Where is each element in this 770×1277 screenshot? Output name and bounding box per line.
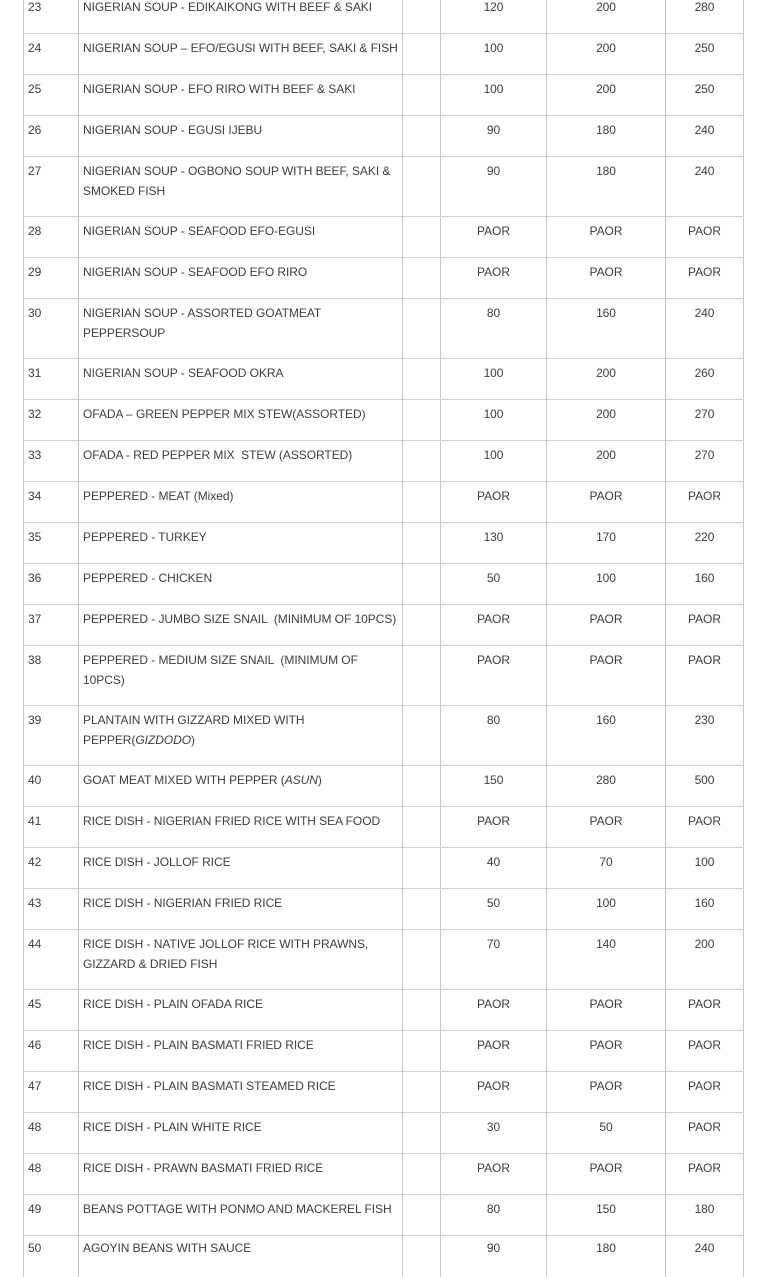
blank-cell xyxy=(403,1236,441,1277)
menu-price-table xyxy=(23,0,744,1277)
item-description xyxy=(79,1154,403,1194)
price-cell-3: 200 xyxy=(666,930,744,989)
price-cell-1: PAOR xyxy=(441,646,547,705)
price-cell-2: 200 xyxy=(547,359,666,399)
blank-cell xyxy=(403,1154,441,1194)
table-row xyxy=(24,482,744,523)
item-description xyxy=(79,258,403,298)
price-cell-3: 250 xyxy=(666,75,744,115)
blank-cell xyxy=(403,299,441,358)
item-description xyxy=(79,482,403,522)
price-cell-1: 40 xyxy=(441,848,547,888)
description-segment: RICE DISH - PLAIN WHITE RICE xyxy=(83,1120,262,1134)
row-number: 30 xyxy=(24,299,79,358)
blank-cell xyxy=(403,359,441,399)
price-cell-2: PAOR xyxy=(547,258,666,298)
price-cell-1: PAOR xyxy=(441,605,547,645)
row-number: 38 xyxy=(24,646,79,705)
table-row xyxy=(24,359,744,400)
description-segment: RICE DISH - NATIVE JOLLOF RICE WITH PRAWNS, xyxy=(83,937,369,951)
blank-cell xyxy=(403,258,441,298)
row-number: 34 xyxy=(24,482,79,522)
price-cell-1: PAOR xyxy=(441,217,547,257)
price-cell-2: 200 xyxy=(547,441,666,481)
table-row xyxy=(24,605,744,646)
row-number: 28 xyxy=(24,217,79,257)
blank-cell xyxy=(403,1072,441,1112)
description-segment: RICE DISH - JOLLOF RICE xyxy=(83,855,231,869)
description-segment: RICE DISH - NIGERIAN FRIED RICE xyxy=(83,896,283,910)
description-segment: GOAT MEAT MIXED WITH PEPPER ( xyxy=(83,773,285,787)
price-cell-3: PAOR xyxy=(666,1154,744,1194)
price-cell-3: 220 xyxy=(666,523,744,563)
description-segment: PEPPERED - CHICKEN xyxy=(83,571,213,585)
table-row xyxy=(24,34,744,75)
item-description xyxy=(79,1113,403,1153)
price-cell-2: PAOR xyxy=(547,1154,666,1194)
price-cell-3: PAOR xyxy=(666,1072,744,1112)
row-number: 26 xyxy=(24,116,79,156)
table-row xyxy=(24,564,744,605)
table-row xyxy=(24,1072,744,1113)
table-row xyxy=(24,523,744,564)
item-description xyxy=(79,889,403,929)
price-cell-2: 200 xyxy=(547,34,666,74)
price-cell-3: 240 xyxy=(666,116,744,156)
table-row xyxy=(24,400,744,441)
price-cell-2: 200 xyxy=(547,75,666,115)
blank-cell xyxy=(403,34,441,74)
table-row xyxy=(24,441,744,482)
price-cell-1: PAOR xyxy=(441,1072,547,1112)
row-number: 48 xyxy=(24,1154,79,1194)
price-cell-1: PAOR xyxy=(441,1031,547,1071)
row-number: 44 xyxy=(24,930,79,989)
item-description xyxy=(79,75,403,115)
price-cell-1: 90 xyxy=(441,116,547,156)
item-description xyxy=(79,116,403,156)
price-cell-1: 50 xyxy=(441,889,547,929)
blank-cell xyxy=(403,848,441,888)
table-row xyxy=(24,930,744,990)
price-cell-2: 100 xyxy=(547,564,666,604)
price-cell-2: 50 xyxy=(547,1113,666,1153)
price-cell-3: 160 xyxy=(666,889,744,929)
table-row xyxy=(24,889,744,930)
blank-cell xyxy=(403,0,441,33)
description-segment: PEPPERED - JUMBO SIZE SNAIL (MINIMUM OF 10PCS) xyxy=(83,612,397,626)
description-segment: PEPPERED - MEDIUM SIZE SNAIL (MINIMUM OF xyxy=(83,653,358,667)
blank-cell xyxy=(403,1195,441,1235)
price-cell-2: PAOR xyxy=(547,646,666,705)
description-segment: NIGERIAN SOUP - EGUSI IJEBU xyxy=(83,123,263,137)
price-cell-1: 100 xyxy=(441,34,547,74)
price-cell-3: PAOR xyxy=(666,482,744,522)
price-cell-2: PAOR xyxy=(547,605,666,645)
price-cell-2: PAOR xyxy=(547,807,666,847)
price-cell-3: 260 xyxy=(666,359,744,399)
description-segment: SMOKED FISH xyxy=(83,184,166,198)
description-segment: AGOYIN BEANS WITH SAUCE xyxy=(83,1241,252,1255)
price-cell-3: PAOR xyxy=(666,646,744,705)
price-cell-1: 150 xyxy=(441,766,547,806)
price-cell-1: 70 xyxy=(441,930,547,989)
price-cell-3: 240 xyxy=(666,299,744,358)
description-segment: RICE DISH - NIGERIAN FRIED RICE WITH SEA FOOD xyxy=(83,814,381,828)
price-cell-3: 230 xyxy=(666,706,744,765)
price-cell-3: 100 xyxy=(666,848,744,888)
row-number: 25 xyxy=(24,75,79,115)
row-number: 41 xyxy=(24,807,79,847)
item-description xyxy=(79,359,403,399)
price-cell-2: 160 xyxy=(547,706,666,765)
description-segment: BEANS POTTAGE WITH PONMO AND MACKEREL FISH xyxy=(83,1202,392,1216)
blank-cell xyxy=(403,1031,441,1071)
price-cell-3: PAOR xyxy=(666,217,744,257)
table-row xyxy=(24,1113,744,1154)
table-row xyxy=(24,990,744,1031)
price-cell-1: 100 xyxy=(441,400,547,440)
description-segment: ) xyxy=(317,773,322,787)
price-cell-1: PAOR xyxy=(441,482,547,522)
table-row xyxy=(24,646,744,706)
row-number: 48 xyxy=(24,1113,79,1153)
description-segment: NIGERIAN SOUP - EDIKAIKONG WITH BEEF & SAKI xyxy=(83,0,373,14)
item-description xyxy=(79,441,403,481)
price-cell-2: 140 xyxy=(547,930,666,989)
item-description xyxy=(79,990,403,1030)
item-description xyxy=(79,807,403,847)
description-segment: NIGERIAN SOUP - SEAFOOD EFO-EGUSI xyxy=(83,224,316,238)
price-cell-3: 500 xyxy=(666,766,744,806)
description-segment: RICE DISH - PLAIN BASMATI FRIED RICE xyxy=(83,1038,314,1052)
row-number: 46 xyxy=(24,1031,79,1071)
table-row xyxy=(24,1154,744,1195)
blank-cell xyxy=(403,217,441,257)
description-segment: RICE DISH - PLAIN BASMATI STEAMED RICE xyxy=(83,1079,336,1093)
blank-cell xyxy=(403,1113,441,1153)
price-cell-3: 240 xyxy=(666,157,744,216)
price-cell-1: PAOR xyxy=(441,258,547,298)
price-cell-2: 170 xyxy=(547,523,666,563)
price-cell-1: PAOR xyxy=(441,807,547,847)
description-segment: NIGERIAN SOUP - OGBONO SOUP WITH BEEF, SAKI & xyxy=(83,164,391,178)
blank-cell xyxy=(403,523,441,563)
item-description xyxy=(79,1031,403,1071)
price-cell-1: PAOR xyxy=(441,1154,547,1194)
blank-cell xyxy=(403,646,441,705)
table-row xyxy=(24,157,744,217)
description-segment: NIGERIAN SOUP – EFO/EGUSI WITH BEEF, SAKI & FISH xyxy=(83,41,398,55)
price-cell-3: PAOR xyxy=(666,605,744,645)
blank-cell xyxy=(403,564,441,604)
item-description xyxy=(79,217,403,257)
price-cell-2: PAOR xyxy=(547,217,666,257)
price-cell-2: 180 xyxy=(547,157,666,216)
price-cell-3: 250 xyxy=(666,34,744,74)
blank-cell xyxy=(403,807,441,847)
item-description xyxy=(79,523,403,563)
table-row xyxy=(24,1236,744,1277)
blank-cell xyxy=(403,157,441,216)
price-cell-3: PAOR xyxy=(666,1113,744,1153)
row-number: 45 xyxy=(24,990,79,1030)
description-segment: NIGERIAN SOUP - EFO RIRO WITH BEEF & SAKI xyxy=(83,82,356,96)
price-cell-3: PAOR xyxy=(666,1031,744,1071)
row-number: 32 xyxy=(24,400,79,440)
item-description xyxy=(79,157,403,216)
row-number: 42 xyxy=(24,848,79,888)
table-row xyxy=(24,299,744,359)
item-description xyxy=(79,0,403,33)
price-cell-1: 80 xyxy=(441,1195,547,1235)
description-segment: PEPPERED - MEAT (Mixed) xyxy=(83,489,234,503)
item-description xyxy=(79,706,403,765)
price-cell-2: 150 xyxy=(547,1195,666,1235)
price-cell-2: 100 xyxy=(547,889,666,929)
price-cell-3: 280 xyxy=(666,0,744,33)
price-cell-2: 200 xyxy=(547,400,666,440)
description-segment: OFADA – GREEN PEPPER MIX STEW(ASSORTED) xyxy=(83,407,366,421)
price-cell-3: PAOR xyxy=(666,258,744,298)
price-cell-1: 100 xyxy=(441,75,547,115)
price-cell-1: 100 xyxy=(441,359,547,399)
item-description xyxy=(79,1236,403,1277)
description-segment: PLANTAIN WITH GIZZARD MIXED WITH xyxy=(83,713,305,727)
item-description xyxy=(79,766,403,806)
price-cell-2: 180 xyxy=(547,116,666,156)
description-segment: RICE DISH - PRAWN BASMATI FRIED RICE xyxy=(83,1161,324,1175)
table-row xyxy=(24,848,744,889)
table-row xyxy=(24,807,744,848)
price-cell-1: 100 xyxy=(441,441,547,481)
row-number: 31 xyxy=(24,359,79,399)
row-number: 24 xyxy=(24,34,79,74)
blank-cell xyxy=(403,605,441,645)
item-description xyxy=(79,1072,403,1112)
price-cell-2: PAOR xyxy=(547,482,666,522)
price-cell-1: 50 xyxy=(441,564,547,604)
row-number: 49 xyxy=(24,1195,79,1235)
price-cell-1: 130 xyxy=(441,523,547,563)
description-segment: GIZZARD & DRIED FISH xyxy=(83,957,218,971)
row-number: 27 xyxy=(24,157,79,216)
description-segment: PEPPER( xyxy=(83,733,136,747)
price-cell-2: PAOR xyxy=(547,1031,666,1071)
row-number: 47 xyxy=(24,1072,79,1112)
price-cell-3: PAOR xyxy=(666,990,744,1030)
table-row xyxy=(24,217,744,258)
blank-cell xyxy=(403,400,441,440)
description-segment: NIGERIAN SOUP - SEAFOOD EFO RIRO xyxy=(83,265,308,279)
blank-cell xyxy=(403,766,441,806)
price-cell-1: 90 xyxy=(441,157,547,216)
item-description xyxy=(79,1195,403,1235)
blank-cell xyxy=(403,441,441,481)
blank-cell xyxy=(403,116,441,156)
price-cell-2: 180 xyxy=(547,1236,666,1277)
price-cell-1: 80 xyxy=(441,299,547,358)
blank-cell xyxy=(403,990,441,1030)
price-cell-3: 160 xyxy=(666,564,744,604)
item-description xyxy=(79,564,403,604)
price-cell-2: 280 xyxy=(547,766,666,806)
description-segment: PEPPERSOUP xyxy=(83,326,166,340)
row-number: 36 xyxy=(24,564,79,604)
price-cell-3: 180 xyxy=(666,1195,744,1235)
blank-cell xyxy=(403,706,441,765)
price-cell-3: 270 xyxy=(666,400,744,440)
price-cell-2: PAOR xyxy=(547,990,666,1030)
blank-cell xyxy=(403,930,441,989)
price-cell-3: PAOR xyxy=(666,807,744,847)
item-description xyxy=(79,299,403,358)
table-row xyxy=(24,766,744,807)
price-cell-1: 90 xyxy=(441,1236,547,1277)
table-row xyxy=(24,0,744,34)
price-cell-2: 160 xyxy=(547,299,666,358)
row-number: 50 xyxy=(24,1236,79,1277)
price-cell-1: PAOR xyxy=(441,990,547,1030)
description-segment: OFADA - RED PEPPER MIX STEW (ASSORTED) xyxy=(83,448,353,462)
description-segment: NIGERIAN SOUP - ASSORTED GOATMEAT xyxy=(83,306,322,320)
item-description xyxy=(79,34,403,74)
table-row xyxy=(24,258,744,299)
row-number: 37 xyxy=(24,605,79,645)
price-cell-1: 30 xyxy=(441,1113,547,1153)
table-row xyxy=(24,1031,744,1072)
table-row xyxy=(24,75,744,116)
price-cell-1: 120 xyxy=(441,0,547,33)
price-cell-1: 80 xyxy=(441,706,547,765)
description-segment-italic: ASUN xyxy=(284,773,318,787)
blank-cell xyxy=(403,889,441,929)
row-number: 39 xyxy=(24,706,79,765)
row-number: 23 xyxy=(24,0,79,33)
row-number: 43 xyxy=(24,889,79,929)
price-cell-2: 70 xyxy=(547,848,666,888)
row-number: 35 xyxy=(24,523,79,563)
description-segment: PEPPERED - TURKEY xyxy=(83,530,207,544)
item-description xyxy=(79,930,403,989)
blank-cell xyxy=(403,482,441,522)
table-row xyxy=(24,116,744,157)
description-segment: RICE DISH - PLAIN OFADA RICE xyxy=(83,997,263,1011)
item-description xyxy=(79,605,403,645)
price-cell-3: 270 xyxy=(666,441,744,481)
description-segment: NIGERIAN SOUP - SEAFOOD OKRA xyxy=(83,366,284,380)
price-cell-2: PAOR xyxy=(547,1072,666,1112)
row-number: 33 xyxy=(24,441,79,481)
row-number: 40 xyxy=(24,766,79,806)
table-row xyxy=(24,706,744,766)
table-row xyxy=(24,1195,744,1236)
price-cell-2: 200 xyxy=(547,0,666,33)
row-number: 29 xyxy=(24,258,79,298)
blank-cell xyxy=(403,75,441,115)
item-description xyxy=(79,848,403,888)
item-description xyxy=(79,400,403,440)
item-description xyxy=(79,646,403,705)
price-cell-3: 240 xyxy=(666,1236,744,1277)
description-segment: 10PCS) xyxy=(83,673,125,687)
description-segment-italic: GIZDODO xyxy=(135,733,191,747)
description-segment: ) xyxy=(191,733,195,747)
